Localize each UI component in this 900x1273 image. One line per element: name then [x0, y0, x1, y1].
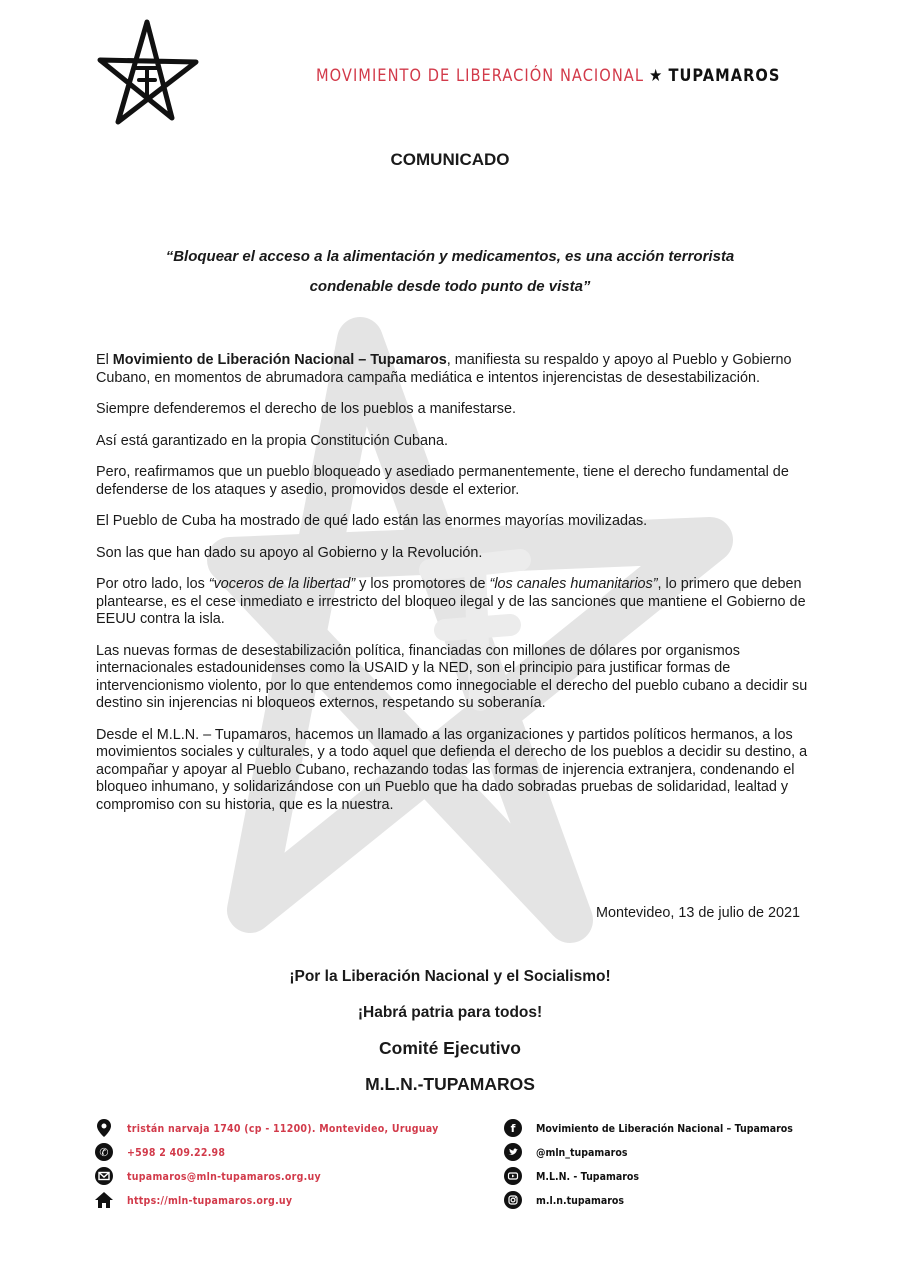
org-header — [316, 66, 780, 86]
social-instagram[interactable]: m.l.n.tupamaros — [536, 1193, 625, 1207]
paragraph-2: Siempre defenderemos el derecho de los pueblos a manifestarse. — [96, 401, 516, 417]
social-twitter-row[interactable] — [504, 1140, 835, 1164]
contact-email-link[interactable]: tupamaros@mln-tupamaros.org.uy — [127, 1169, 321, 1183]
social-instagram-row[interactable] — [504, 1188, 835, 1212]
contact-email-row[interactable] — [95, 1164, 489, 1188]
footer-contact — [95, 1116, 489, 1212]
communique-body — [96, 352, 816, 828]
social-youtube-row[interactable] — [504, 1164, 835, 1188]
mail-icon — [95, 1167, 113, 1185]
p1-pre: El — [96, 352, 113, 368]
org-name-red: MOVIMIENTO DE LIBERACIÓN NACIONAL — [316, 66, 645, 86]
phone-icon: ✆ — [95, 1143, 113, 1161]
pin-icon — [95, 1119, 113, 1137]
p1-post: , manifiesta su respaldo y apoyo al Pueblo y Gobierno Cubano, en momentos de abrumadora campaña mediática e intentos injerencistas de desestabilización. — [96, 352, 792, 386]
subtitle-line-2: condenable desde todo punto de vista” — [309, 278, 591, 295]
paragraph-3: Así está garantizado en la propia Constitución Cubana. — [96, 432, 448, 449]
footer-social — [504, 1116, 835, 1212]
tupamaros-star-logo — [92, 18, 202, 128]
closing-slogan-2: ¡Habrá patria para todos! — [357, 1004, 543, 1021]
p7-a: Por otro lado, los — [96, 576, 209, 592]
facebook-icon: f — [504, 1119, 522, 1137]
twitter-icon — [504, 1143, 522, 1161]
paragraph-4: Pero, reafirmamos que un pueblo bloqueado y asediado permanentemente, tiene el derecho fundamental de defenderse de los ataques y asedio, promovidos desde el exterior. — [96, 464, 789, 498]
signatory-org: M.L.N.-TUPAMAROS — [365, 1074, 535, 1094]
document-subtitle — [110, 242, 790, 302]
p7-c: , lo primero que deben plantearse, es el cese inmediato e irrestricto del bloqueo ilegal y de las sanciones que mantiene el Gobierno de EEUU contra la isla. — [96, 576, 806, 627]
contact-website-link[interactable]: https://mln-tupamaros.org.uy — [127, 1193, 293, 1207]
home-icon — [95, 1191, 113, 1209]
contact-website-row[interactable] — [95, 1188, 489, 1212]
social-twitter[interactable]: @mln_tupamaros — [536, 1145, 628, 1159]
p7-italic-2: “los canales humanitarios” — [489, 576, 658, 592]
closing-slogan-1: ¡Por la Liberación Nacional y el Socialismo! — [289, 968, 611, 985]
org-name-black: TUPAMAROS — [668, 66, 781, 86]
youtube-icon — [504, 1167, 522, 1185]
paragraph-8: Las nuevas formas de desestabilización política, financiadas con millones de dólares por organismos internacionales estadounidenses como la USAID y la NED, son el principio para justificar formas de intervencionismo violento, por lo que entendemos como innegociable el derecho del pueblo cubano a decidir su destino sin injerencias ni bloqueos externos, respetando su soberanía. — [96, 642, 808, 711]
p7-b: y los promotores de — [355, 576, 490, 592]
contact-phone-row — [95, 1140, 489, 1164]
contact-address-row — [95, 1116, 489, 1140]
paragraph-6: Son las que han dado su apoyo al Gobierno y la Revolución. — [96, 544, 483, 561]
social-youtube[interactable]: M.L.N. - Tupamaros — [536, 1169, 639, 1183]
contact-phone: +598 2 409.22.98 — [127, 1145, 226, 1159]
document-date: Montevideo, 13 de julio de 2021 — [595, 905, 800, 921]
paragraph-1 — [96, 352, 816, 387]
p7-italic-1: “voceros de la libertad” — [208, 576, 356, 592]
instagram-icon — [504, 1191, 522, 1209]
star-icon: ★ — [649, 66, 664, 86]
p1-bold: Movimiento de Liberación Nacional – Tupamaros — [112, 352, 447, 368]
document-title: COMUNICADO — [390, 150, 510, 169]
signatory-committee: Comité Ejecutivo — [379, 1038, 521, 1058]
social-facebook[interactable]: Movimiento de Liberación Nacional – Tupamaros — [536, 1121, 793, 1135]
paragraph-5: El Pueblo de Cuba ha mostrado de qué lado están las enormes mayorías movilizadas. — [96, 513, 648, 529]
contact-address: tristán narvaja 1740 (cp - 11200). Montevideo, Uruguay — [127, 1121, 439, 1135]
subtitle-line-1: “Bloquear el acceso a la alimentación y medicamentos, es una acción terrorista — [165, 248, 735, 265]
social-facebook-row[interactable] — [504, 1116, 835, 1140]
paragraph-9: Desde el M.L.N. – Tupamaros, hacemos un llamado a las organizaciones y partidos políticos hermanos, a los movimientos sociales y culturales, y a todo aquel que defienda el derecho de los pueblos a decidir su destino, a acompañar y apoyar al Pueblo Cubano, rechazando todas las formas de injerencia extranjera, condenando el bloqueo inhumano, y solidarizándose con un Pueblo que ha dado sobradas pruebas de solidaridad, lealtad y compromiso con su historia, que es la nuestra. — [96, 726, 808, 813]
paragraph-7 — [96, 576, 816, 629]
